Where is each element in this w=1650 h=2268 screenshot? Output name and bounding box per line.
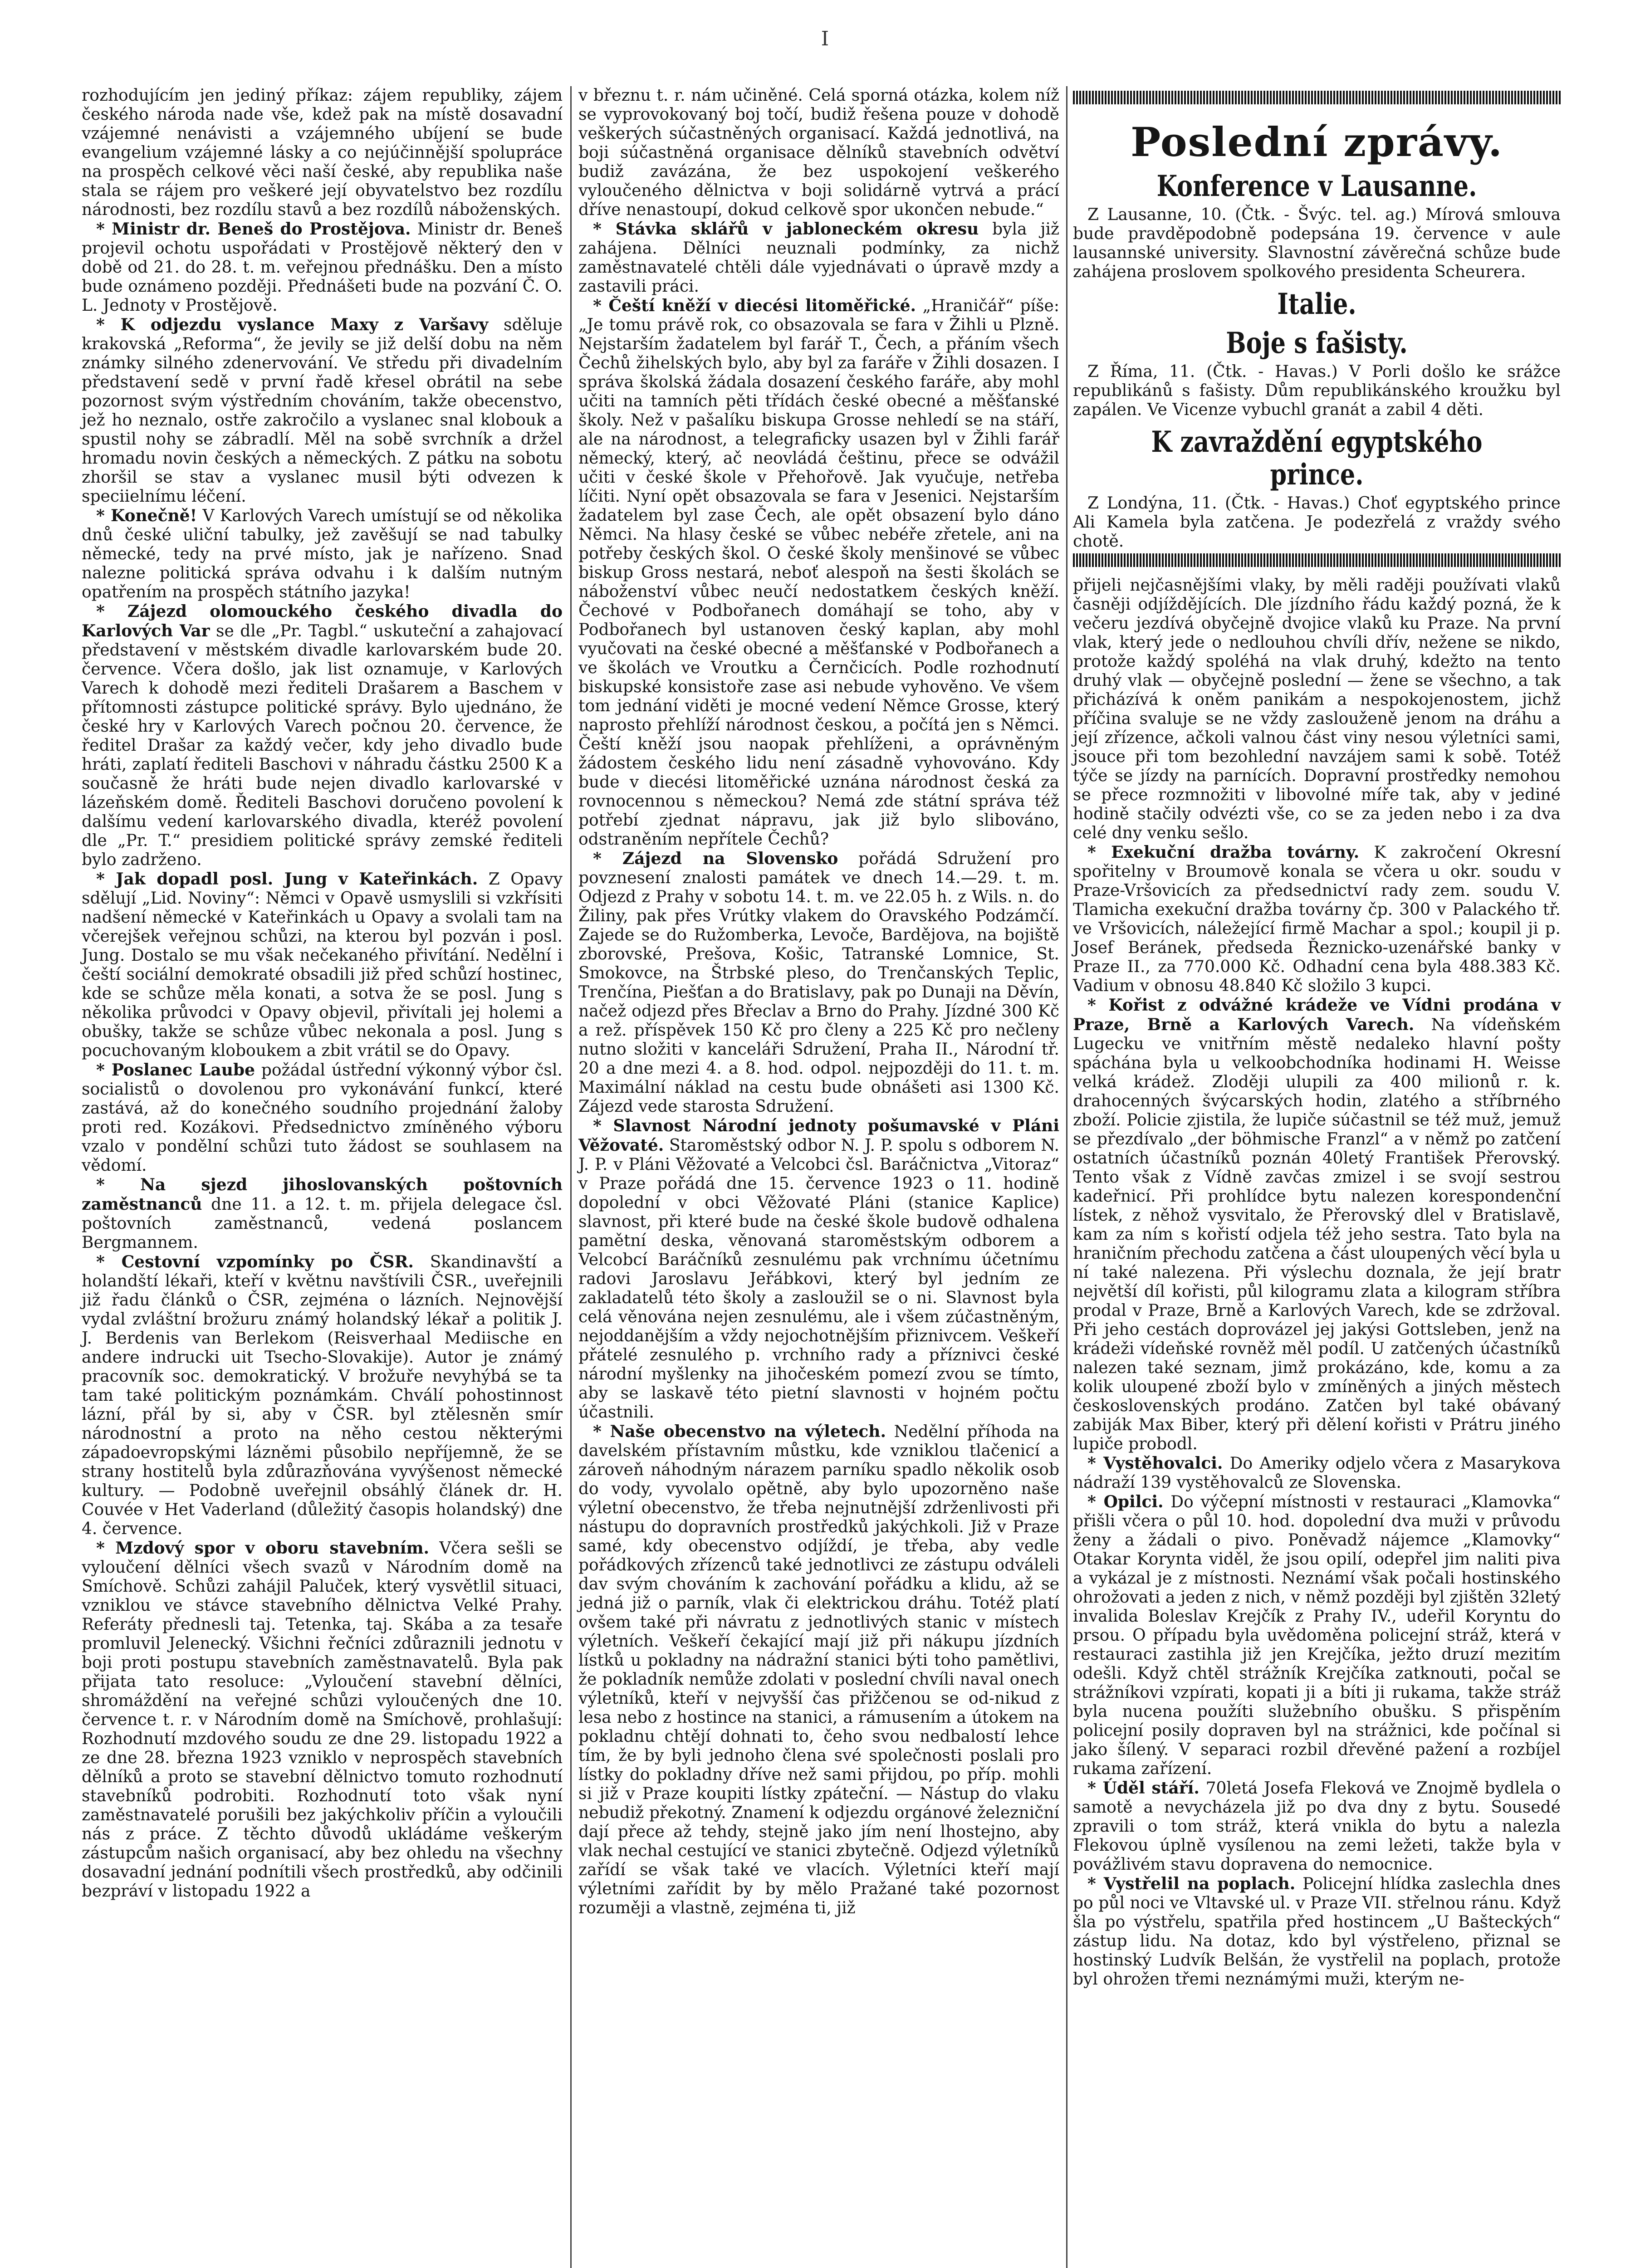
article-body: Včera sešli se vyloučení dělníci všech svazů v Národním domě na Smíchově. Schůzi zahájil Paluček, který vysvětlil situaci, vzniklou ve stávce stavebního dělnictva Velké Prahy. Referáty přednesli taj. Tetenka, taj. Skába a za tesaře promluvil Jelenecký. Všichni řečníci zdůraznili jednotu v boji proti postupu stavebních zaměstnavatelů. Byla pak přijata tato resoluce: „Vyloučení stavební dělníci, shromáždění na veřejné schůzi vyloučených dne 10. července t. r. v Národním domě na Smíchově, prohlašují: Rozhodnutí mzdového soudu ze dne 29. listopadu 1922 a ze dne 28. března 1923 vzniklo v neprospěch stavebních dělníků a proto se stavební dělnictvo tomuto rozhodnutí stavebníků podrobiti. Rozhodnutí toto však nyní zaměstnavatelé porušili bez jakýchkoliv příčin a vyloučili nás z práce. Z těchto důvodů ukládáme veškerým zástupcům našich organisací, aby bez ohledu na všechny dosavadní jednání podnítili všech prostředků, aby odčinili bezpráví v listopadu 1922 a (82, 1539, 563, 1901)
latest-news-title: Poslední zprávy. (1131, 118, 1503, 166)
article-paragraph (82, 602, 563, 870)
article-body: požádal ústřední výkonný výbor čsl. socialistů o dovolenou pro vykonávání funkcí, které zastává, až do konečného soudního projednání žaloby proti red. Kozákovi. Předsednictvo zmíněného výboru vzalo v pondělní schůzi tuto žádost se souhlasem na vědomí. (82, 1061, 563, 1175)
article-paragraph (1073, 1874, 1561, 1989)
column-left (82, 86, 563, 2268)
article-body: v březnu t. r. nám učiněné. Celá sporná otázka, kolem níž se vyprovokovaný boj točí, budiž řešena pouze v dohodě veškerých súčastněných organisací. Každá jednotlivá, na boji súčastněná organisace dělníků stavebních odvětví budiž zavázána, že bez uspokojení veškerého vyloučeného dělnictva v boji solidárně vytrvá a prácí dříve nenastoupí, dokud celkově spor ukončen nebude.“ (578, 86, 1059, 219)
article-paragraph (82, 86, 563, 220)
latest-news-sections (1073, 170, 1561, 551)
article-paragraph (578, 86, 1059, 220)
article-paragraph (82, 1539, 563, 1901)
news-body: Z Lausanne, 10. (Čtk. - Švýc. tel. ag.) Mírová smlouva bude pravděpodobně podepsána 19. července v aule lausannské university. Slavnostní závěrečná schůze bude zahájena proslovem spolkového presidenta Scheurera. (1073, 205, 1561, 281)
article-body: byla již zahájena. Dělníci neuznali podmínky, za nichž zaměstnavatelé chtěli dále vyjednávati o úpravě mzdy a zastavili práci. (578, 220, 1059, 296)
article-paragraph (1073, 1454, 1561, 1492)
article-headline: * Stávka sklářů v jabloneckém okresu (593, 220, 979, 239)
article-body: Nedělní příhoda na davelském přístavním můstku, kde vzniklou tlačenicí a zároveň náhodným nárazem parníku spadlo několik osob do vody, vyvolalo opětně, aby bylo upozorněno naše výletní obecenstvo, že třeba nejnutnější zdrženlivosti při nástupu do dopravních prostředků jakýchkoli. Již v Praze samé, kdy obecenstvo odjíždí, je třeba, aby vedle pořádkových zřízenců také jednotlivci ze zástupu odváleli dav svým chováním k zachování pořádku a klidu, až se jedná již o parník, vlak či elektrickou dráhu. Totéž platí ovšem také při návratu z jednotlivých stanic v místech výletních. Veškeří čekající mají již při nákupu jízdních lístků u pokladny na nádražní stanici býti toho pamětlivi, že pokladník nemůže zdolati v poslední chvíli naval onech výletníků, kteří v nejvyšší čas přižčenou se od-nikud z lesa nebo z hostince na stanici, a rámusením a útokem na pokladnu chtějí dohnati to, čeho svou nedbalostí lehce tím, že by byli jednoho člena své společnosti poslali pro lístky do pokladny dříve než sami přijdou, po příp. mohli si již v Praze koupiti lístky zpáteční. — Nástup do vlaku nebudiž překotný. Znamení k odjezdu orgánové železniční dají přece až tehdy, stejně jako jím není lhostejno, aby vlak nechal cestující ve stanici zbytečně. Odjezd výletníků zařídí se však také ve vlacích. Výletníci kteří mají výletními zařídit by by mělo Pražané také pozornost rozuměji a vlastně, zejména ti, již (578, 1422, 1059, 1917)
news-heading: Konference v Lausanne. (1156, 169, 1477, 203)
page-mark: I (821, 27, 829, 50)
article-body: se dle „Pr. Tagbl.“ uskuteční a zahajovací představení v městském divadle karlovarském bude 20. července. Včera došlo, jak list oznamuje, v Karlových Varech k dohodě mezi řediteli Drašarem a Baschem v přítomnosti zástupce politické správy. Bylo ujednáno, že české hry v Karlových Varech počnou 20. července, že ředitel Drašar za každý večer, kdy jeho divadlo bude hráti, zaplatí řediteli Baschovi v náhradu částku 2500 K a současně že hráti bude nejen divadlo karlovarské v lázeňském domě. Řediteli Baschovi doručeno povolení k dalšímu vedení karlovarského divadla, kteréž povolení dle „Pr. T.“ presidiem politické správy zemské řediteli bylo zadrženo. (82, 622, 563, 869)
column-rule (1066, 86, 1067, 2268)
article-paragraph (1073, 1779, 1561, 1874)
article-paragraph (578, 220, 1059, 296)
article-headline: * Zájezd olomouckého českého divadla do Karlových Var (82, 602, 563, 640)
article-headline: * Poslanec Laube (96, 1061, 255, 1080)
article-headline: * Opilci. (1087, 1492, 1164, 1511)
article-paragraph (1073, 576, 1561, 843)
article-body: Do výčepní místnosti v restauraci „Klamovka“ přišli včera o půl 10. hod. dopolední dva muži v průvodu ženy a žádali o pivo. Poněvadž nájemce „Klamovky“ Otakar Korynta viděl, že jsou opilí, odepřel jim naliti piva a vykázal je z místnosti. Neznámí však počali hostinského ohrožovati a jeden z nich, v němž později byl zjištěn 32letý invalida Boleslav Krejčík z Prahy IV., udeřil Koryntu do prsou. O případu byla uvědoměna policejní stráž, která v restauraci zastihla již jen Krejčíka, ježto druzí mezitím odešli. Když chtěl strážník Krejčíka zatknouti, počal se strážníkovi vzpírati, kopati ji a bíti ji rukama, takže stráž byla nucena použíti služebního obušku. S přispěním policejní posily dopraven byl na strážnici, kde počínal si jako šílený. V separaci rozbil dřevěné pažení a rozbíjel rukama zařízení. (1073, 1493, 1561, 1778)
article-headline: * Slavnost Národní jednoty pošumavské v Pláni Věžovaté. (578, 1116, 1059, 1155)
news-box-bottom-border (1073, 553, 1561, 567)
article-headline: * Zájezd na Slovensko (593, 849, 838, 868)
article-paragraph (82, 315, 563, 506)
article-body: pořádá Sdružení pro povznesení znalosti památek ve dnech 14.—29. t. m. Odjezd z Prahy v sobotu 14. t. m. ve 22.05 h. z Wils. n. do Žiliny, pak přes Vrútky vlakem do Oravského Podzámčí. Zajede se do Ružomberka, Levoče, Bardějova, na bojiště zborovské, Prešova, Košic, Tatranské Lomnice, St. Smokovce, na Štrbské pleso, do Trenčanských Teplic, Trenčína, Piešťan a do Bratislavy, pak po Dunaji na Děvín, načež odjezd přes Břeclav a Brno do Prahy. Jízdné 300 Kč a rež. příspěvek 150 Kč pro členy a 225 Kč pro nečleny nutno složiti v kanceláři Sdružení, Praha II., Národní tř. 20 a dne mezi 4. a 8. hod. odpol. nejpozději do 11. t. m. Maximální náklad na cestu bude obnášeti asi 1300 Kč. Zájezd vede starosta Sdružení. (578, 850, 1059, 1116)
article-headline: * Exekuční dražba továrny. (1087, 843, 1360, 862)
article-headline: * Vystěhovalci. (1087, 1454, 1223, 1473)
article-paragraph (82, 506, 563, 602)
article-paragraph (578, 1116, 1059, 1422)
column-right (1073, 576, 1561, 2268)
article-headline: * Cestovní vzpomínky po ČSR. (96, 1252, 414, 1271)
page-margin (1582, 0, 1650, 2268)
article-body: Z Opavy sdělují „Lid. Noviny“: Němci v Opavě usmyslili si vzkřísiti nadšení německé v Kateřinkách u Opavy a svolali tam na včerejšek veřejnou schůzi, na kterou byl pozván i posl. Jung. Dostalo se mu však nečekaného přivítání. Nedělní i čeští sociální demokraté obsadili již před schůzí hostinec, kde se schůze měla konati, a sotva že se posl. Jung s několika průvodci v Opavy objevil, přivítali jej holemi a obušky, takže se schůze vůbec nekonala a posl. Jung s pocuchovaným kloboukem a zbit vrátil se do Opavy. (82, 870, 563, 1060)
article-body: „Hraničář“ píše: „Je tomu právě rok, co obsazovala se fara v Žihli u Plzně. Nejstarším žadatelem byl farář T., Čech, a přáním všech Čechů žihelských bylo, aby byl za faráře v Žihli dosazen. I správa školská žádala dosazení českého faráře, aby mohl učiti na tamních pěti třídách české obecné a měšťanské školy. Než v pašalíku biskupa Grosse nehledí se na stáří, ale na národnost, a telegraficky usazen byl v Žihli farář německý, který, ač neovládá češtinu, přece se odvážil učiti v české škole v Přehořově. Jak vyučuje, netřeba líčiti. Nyní opět obsazovala se fara v Jesenici. Nejstarším žadatelem byl zase Čech, ale opět obsazení bylo dáno Němci. Na hlasy české se vůbec nebéře zřetele, ani na potřeby českých škol. O české školy menšinové se vůbec biskup Gross nestará, neboť alespoň na šesti školách se náboženství vůbec neučí nedostatkem českých kněží. Čechové v Podbořanech domáhají se toho, aby v Podbořanech byl ustanoven český kaplan, aby mohl vyučovati na české obecné a měšťanské v Podbořanech a ve školách ve Vroutku a Černčicích. Podle rozhodnutí biskupské konsistoře zase asi nebude vyhověno. Ve všem tom jednání viděti je mocné vedení Němce Grosse, který naprosto přehlíží národnost českou, a počítá jen s Němci. Čeští kněží jsou naopak přehlíženi, a oprávněným žádostem českého lidu není zásadně vyhovováno. Kdy bude v diecési litoměřické uznána národnost česká za rovnocennou s německou? Nemá zde státní správa též potřebí zjednat nápravu, jak již bylo slibováno, odstraněním nepřítele Čechů? (578, 297, 1059, 849)
article-body: Na vídeňském Lugecku ve vnitřním městě nedaleko hlavní pošty spáchána byla u velkoobchodníka hodinami H. Weisse velká krádež. Zloději ulupili za 400 milionů r. k. drahocenných švýcarských hodin, zlatého a stříbrného zboží. Policie zjistila, že lupiče súčastnil se též muž, jemuž se přezdívalo „der böhmische Franzl“ a v němž po zatčení ostatních účastníků poznán 40letý František Přerovský. Tento však z Vídně zavčas zmizel i se svojí sestrou kadeřnicí. Při prohlídce bytu nalezen korespondenční lístek, z něhož vysvitalo, že Přerovský dlel v Bratislavě, kam za ním s kořistí odjela též jeho sestra. Tato byla na hraničním přechodu zatčena a část uloupených věcí byla u ní také nalezena. Při výslechu doznala, že její bratr největší díl kořisti, půl kilogramu zlata a kilogram stříbra prodal v Praze, Brně a Karlových Varech, kde se zdržoval. Při jeho cestách doprovázel jej jakýsi Gottsleben, jenž na krádeži vídeňské rovněž měl podíl. U zatčených účastníků nalezen také seznam, jimž prokázáno, kde, komu a za kolik uloupené zboží bylo v zmíněných a jiných městech československých prodáno. Zatčen byl také obávaný zabiják Max Biber, který při dělení kořisti v Prátru jiného lupiče probodl. (1073, 1016, 1561, 1453)
article-body: V Karlových Varech umístují se od několika dnů české uliční tabulky, jež zavěšují se nad tabulky německé, tedy na prvé místo, jak je nařízeno. Snad nalezne politická správa odvahu i k dalším nutným opatřením na prospěch státního jazyka! (82, 507, 563, 601)
article-body: Do Ameriky odjelo včera z Masarykova nádraží 139 vystěhovalců ze Slovenska. (1073, 1454, 1561, 1492)
article-headline: * Konečně! (96, 506, 197, 525)
article-body: přijeli nejčasnějšími vlaky, by měli raději používati vlaků časněji odjíždějících. Dle jízdního řádu každý pozná, že k večeru jezdívá obyčejně dvojice vlaků ku Praze. Na první vlak, který jede o nedlouhou chvíli dřív, nežene se nikdo, protože každý spoléhá na vlak druhý, kdežto na tento druhý vlak — obyčejně poslední — žene se všechno, a tak přicházívá k oněm panikám a nespokojenostem, jichž příčina svaluje se ne vždy zaslouženě jenom na dráhu a její zřízence, ačkoli valnou část viny nesou výletníci sami, jsouce při tom bezohlední navzájem sami k sobě. Totéž týče se jízdy na parnících. Dopravní prostředky nemohou se přece rozmnožiti v libovolné míře tak, aby v jediné hodině stačily odvézti vše, co se za jeden nebo i za dva celé dny venku sešlo. (1073, 576, 1561, 842)
article-paragraph (578, 849, 1059, 1116)
article-body: 70letá Josefa Fleková ve Znojmě bydlela o samotě a nevycházela již po dva dny z bytu. Sousedé zpravili o tom stráž, která vnikla do bytu a nalezla Flekovou úplně vysílenou na zemi ležeti, takže byla v povážlivém stavu dopravena do nemocnice. (1073, 1779, 1561, 1874)
article-headline: * Ministr dr. Beneš do Prostějova. (96, 220, 411, 239)
article-paragraph (578, 296, 1059, 849)
article-body: Ministr dr. Beneš projevil ochotu uspořádati v Prostějově některý den v době od 21. do 28. t. m. veřejnou přednášku. Den a místo bude oznámeno později. Přednášeti bude na pozvání Č. O. L. Jednoty v Prostějově. (82, 220, 563, 315)
article-headline: * Jak dopadl posl. Jung v Kateřinkách. (96, 870, 478, 889)
news-heading: K zavraždění egyptského prince. (1151, 425, 1483, 492)
news-body: Z Říma, 11. (Čtk. - Havas.) V Porli došlo ke srážce republikánů s fašisty. Dům republikánského kroužku byl zapálen. Ve Vicenze vybuchl granát a zabil 4 děti. (1073, 362, 1561, 419)
article-paragraph (1073, 996, 1561, 1454)
news-box-top-border (1073, 91, 1561, 104)
article-paragraph (82, 220, 563, 315)
article-headline: * Kořist z odvážné krádeže ve Vídni prodána v Praze, Brně a Karlových Varech. (1073, 996, 1561, 1034)
article-headline: * Naše obecenstvo na výletech. (593, 1422, 886, 1441)
article-paragraph (82, 1252, 563, 1539)
latest-news-box (1073, 111, 1561, 551)
article-body: Staroměstský odbor N. J. P. spolu s odborem N. J. P. v Pláni Věžovaté a Velcobci čsl. Baráčnictva „Vitoraz“ v Praze pořádá dne 15. července 1923 o 11. hodině dopolední v obci Věžovaté Pláni (stanice Kaplice) slavnost, při které bude na české škole budově odhalena pamětní deska, věnovaná staroměstským odborem a Velcobcí Baráčníků zesnulému pak vrchnímu účetnímu radovi Jaroslavu Jeřábkovi, který byl jedním ze zakladatelů této školy a zasloužil se o ni. Slavnost byla celá věnována nejen zesnulému, ale i všem zúčastněným, nejoddanějším a vždy nejochotnějším přiznivcem. Veškeří přátelé zesnulého p. vrchního rady a příznivci české národní myšlenky na jihočeském pomezí zvou se tímto, aby se laskavě této pietní slavnosti v hojném počtu účastnili. (578, 1136, 1059, 1422)
news-heading: Italie. (1277, 287, 1356, 321)
article-headline: * Na sjezd jihoslovanských poštovních zaměstnanců (82, 1175, 563, 1214)
article-paragraph (82, 870, 563, 1061)
column-middle (578, 86, 1059, 2268)
article-body: Policejní hlídka zaslechla dnes po půl noci ve Vltavské ul. v Praze VII. střelnou ránu. Když šla po výstřelu, spatřila před hostincem „U Bašteckých“ zástup lidu. Na dotaz, kdo byl výstřeleno, přiznal se hostinský Ludvík Belšán, že vystřelil na poplach, protože byl ohrožen třemi neznámými muži, kterým ne- (1073, 1875, 1561, 1989)
article-body: K zakročení Okresní spořitelny v Broumově konala se včera u okr. soudu v Praze-Vršovicích za předsednictví rady zem. soudu V. Tlamicha exekuční dražba továrny čp. 300 v Palackého tř. ve Vršovicích, náležející firmě Machar a spol.; koupil ji p. Josef Beránek, předseda Řeznicko-uzenářské banky v Praze II., za 770.000 Kč. Odhadní cena byla 488.383 Kč. Vadium v obnosu 48.840 Kč složilo 3 kupci. (1073, 843, 1561, 995)
article-headline: * K odjezdu vyslance Maxy z Varšavy (96, 315, 489, 334)
article-paragraph (82, 1061, 563, 1175)
article-paragraph (578, 1422, 1059, 1918)
article-headline: * Úděl stáří. (1087, 1779, 1200, 1798)
article-body: Skandinavští a holandští lékaři, kteří v květnu navštívili ČSR., uveřejnili již řadu článků o ČSR, zejména o lázních. Nejnovější vydal zvláštní brožuru známý holandský lékař a politik J. J. Berdenis van Berlekom (Reisverhaal Mediische en andere indrucki uit Tsecho-Slovakije). Autor je známý pracovník soc. demokratický. V brožuře nevyhýbá se ta tam také politickým poznámkám. Chválí pohostinnost lázní, přál by si, aby v ČSR. byl ztělesněn smír národnostní a proto na něho cestou některými západoevropskými lázněmi působilo nepříjemně, že se strany hostitelů byla zdůrazňována vyvýšenost německé kultury. — Podobně uveřejnil obsáhlý článek dr. H. Couvée v Het Vaderland (důležitý časopis holandský) dne 4. července. (82, 1253, 563, 1538)
article-body: rozhodujícím jen jediný příkaz: zájem republiky, zájem českého národa nade vše, kdež pak na místě dosavadní vzájemné nenávisti a vzájemného ubíjení se bude evangelium vzájemné lásky a co nejúčinnější spolupráce na prospěch celkové věci naší české, aby republika naše stala se rájem pro veškeré její obyvatelstvo bez rozdílu národnosti, bez rozdílu stavů a bez rozdílů náboženských. (82, 86, 563, 219)
article-paragraph (82, 1175, 563, 1252)
article-paragraph (1073, 1492, 1561, 1779)
article-headline: * Mzdový spor v oboru stavebním. (96, 1539, 430, 1558)
article-paragraph (1073, 843, 1561, 996)
news-body: Z Londýna, 11. (Čtk. - Havas.) Choť egyptského prince Ali Kamela byla zatčena. Je podezřelá z vraždy svého chotě. (1073, 494, 1561, 551)
article-headline: * Vystřelil na poplach. (1087, 1874, 1296, 1893)
news-heading: Boje s fašisty. (1226, 326, 1408, 360)
article-body: dne 11. a 12. t. m. přijela delegace čsl. poštovních zaměstnanců, vedená poslancem Bergmannem. (82, 1195, 563, 1252)
column-rule (570, 86, 572, 2268)
article-headline: * Čeští kněží v diecési litoměřické. (593, 296, 916, 315)
article-body: sděluje krakovská „Reforma“, že jevily se již delší dobu na něm známky silného zdenervování. Ve středu při divadelním představení sedě v první řadě křesel obrátil na sebe pozornost svým výstředním chováním, takže obecenstvo, jež ho neznalo, ostře zakročilo a vyslanec snal klobouk a spustil nohy se zábradlí. Měl na sobě svrchník a držel hromadu novin českých a německých. Z pátku na sobotu zhoršil se stav a vyslanec musil býti odvezen k speciielnímu léčení. (82, 316, 563, 506)
